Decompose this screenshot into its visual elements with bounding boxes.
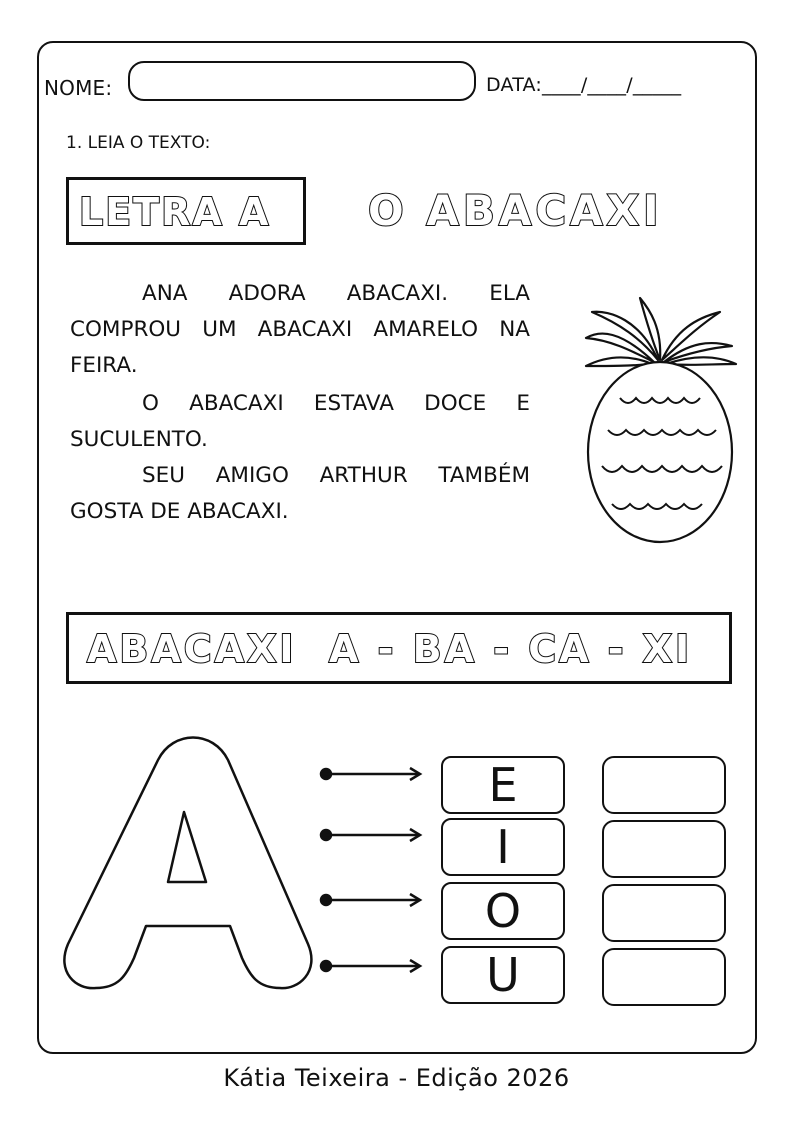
vowel-box-e	[441, 756, 565, 814]
arrow-right-icon	[321, 960, 420, 972]
arrow-right-icon	[321, 829, 420, 841]
vowel-box-u	[441, 946, 565, 1004]
answer-box-3[interactable]	[602, 884, 726, 942]
instruction-text: 1. LEIA O TEXTO:	[66, 133, 211, 153]
footer-credit: Kátia Teixeira - Edição 2026	[223, 1064, 570, 1092]
answer-box-4[interactable]	[602, 948, 726, 1006]
vowel-letter: O	[484, 884, 522, 938]
paragraph-3: SEU AMIGO ARTHUR TAMBÉM GOSTA DE ABACAXI.	[70, 463, 530, 524]
vowel-letter: E	[488, 758, 518, 812]
vowel-letter: I	[496, 820, 510, 874]
letter-a-outline-icon	[58, 732, 318, 992]
vowel-box-o	[441, 882, 565, 940]
answer-box-1[interactable]	[602, 756, 726, 814]
pineapple-icon	[580, 290, 740, 550]
syllable-banner-box	[66, 612, 732, 684]
arrow-right-icon	[321, 894, 420, 906]
page-title: O ABACAXI	[368, 186, 663, 235]
answer-box-2[interactable]	[602, 820, 726, 878]
name-field[interactable]	[128, 61, 476, 101]
letter-tag-box	[66, 177, 306, 245]
letter-tag: LETRA A	[79, 190, 271, 234]
vowel-box-i	[441, 818, 565, 876]
vowel-letter: U	[486, 948, 520, 1002]
paragraph-1: ANA ADORA ABACAXI. ELA COMPROU UM ABACAXI AMARELO NA FEIRA.	[70, 281, 530, 378]
syllable-banner: ABACAXI A - BA - CA - XI	[87, 627, 693, 671]
date-label: DATA:____/____/_____	[486, 74, 682, 96]
paragraph-2: O ABACAXI ESTAVA DOCE E SUCULENTO.	[70, 391, 530, 452]
arrows-column	[318, 760, 428, 990]
arrow-right-icon	[321, 768, 420, 780]
name-label: NOME:	[44, 76, 113, 100]
